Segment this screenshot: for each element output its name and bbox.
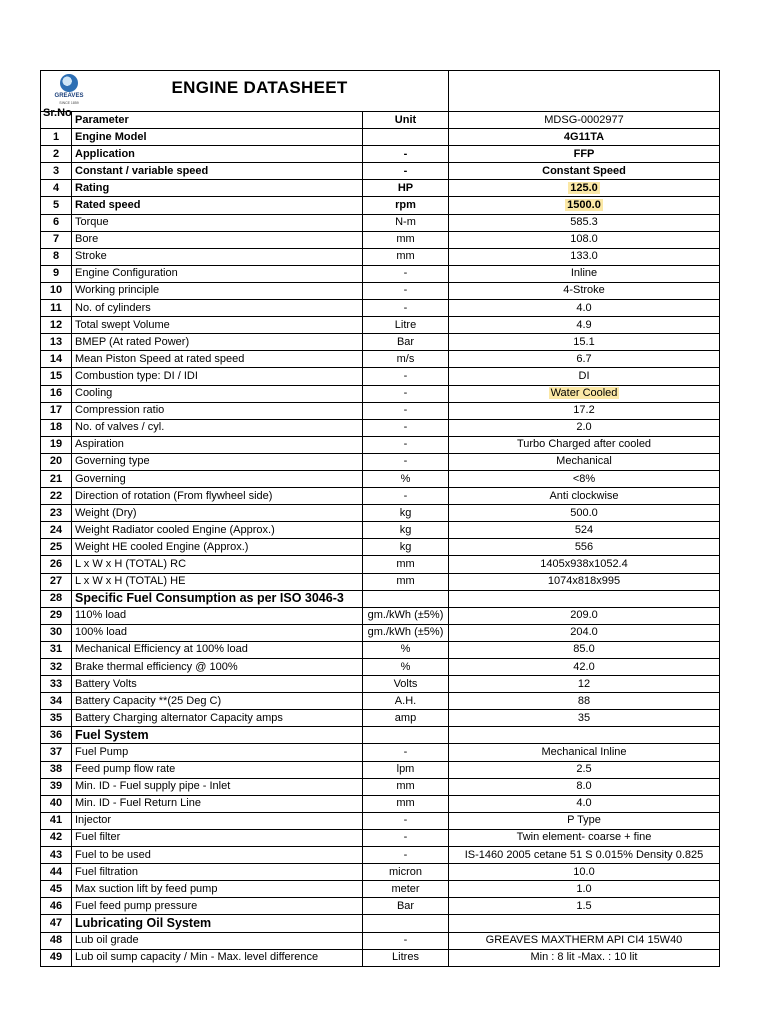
row-number: 27 (41, 573, 72, 590)
parameter-cell: Rating (72, 180, 363, 197)
unit-cell: - (363, 453, 449, 470)
parameter-cell: Total swept Volume (72, 317, 363, 334)
table-row (41, 710, 720, 727)
value-cell: 556 (449, 539, 720, 556)
unit-cell: m/s (363, 351, 449, 368)
table-row (41, 522, 720, 539)
row-number: 49 (41, 949, 72, 966)
parameter-cell: Min. ID - Fuel supply pipe - Inlet (72, 778, 363, 795)
value-cell: 6.7 (449, 351, 720, 368)
row-number: 41 (41, 812, 72, 829)
table-row (41, 949, 720, 966)
unit-cell (363, 727, 449, 744)
parameter-cell: Engine Configuration (72, 265, 363, 282)
value-cell: 4-Stroke (449, 282, 720, 299)
value-cell: 4.9 (449, 317, 720, 334)
value-cell: 108.0 (449, 231, 720, 248)
value-cell: Constant Speed (449, 163, 720, 180)
table-row (41, 470, 720, 487)
unit-cell: - (363, 282, 449, 299)
parameter-cell: Governing type (72, 453, 363, 470)
unit-cell: Litre (363, 317, 449, 334)
value-cell: 8.0 (449, 778, 720, 795)
datasheet-table (40, 70, 720, 967)
value-cell: 209.0 (449, 607, 720, 624)
title-blank-cell (449, 71, 720, 112)
value-cell: 4.0 (449, 795, 720, 812)
row-number: 33 (41, 676, 72, 693)
value-cell: 88 (449, 693, 720, 710)
value-cell: Twin element- coarse + fine (449, 829, 720, 846)
table-row (41, 419, 720, 436)
value-cell: 1074x818x995 (449, 573, 720, 590)
value-cell: 17.2 (449, 402, 720, 419)
table-row (41, 488, 720, 505)
value-cell: 2.0 (449, 419, 720, 436)
table-row (41, 248, 720, 265)
value-cell: FFP (449, 146, 720, 163)
value-cell (449, 385, 720, 402)
table-row (41, 334, 720, 351)
row-number: 38 (41, 761, 72, 778)
unit-cell: - (363, 368, 449, 385)
page-title: ENGINE DATASHEET (171, 78, 348, 97)
section-heading: Lubricating Oil System (72, 915, 363, 932)
highlighted-value: 1500.0 (567, 199, 601, 212)
value-cell: 204.0 (449, 624, 720, 641)
table-row (41, 351, 720, 368)
row-number: 43 (41, 847, 72, 864)
row-number: 30 (41, 624, 72, 641)
unit-cell: N-m (363, 214, 449, 231)
engine-datasheet (40, 70, 719, 967)
row-number: 34 (41, 693, 72, 710)
highlighted-value: Water Cooled (550, 387, 618, 400)
unit-cell: - (363, 932, 449, 949)
value-cell: 1405x938x1052.4 (449, 556, 720, 573)
table-row (41, 573, 720, 590)
row-number: 20 (41, 453, 72, 470)
value-cell: 10.0 (449, 864, 720, 881)
parameter-cell: Governing (72, 470, 363, 487)
table-row (41, 676, 720, 693)
unit-cell: - (363, 300, 449, 317)
unit-cell: gm./kWh (±5%) (363, 624, 449, 641)
parameter-cell: Weight Radiator cooled Engine (Approx.) (72, 522, 363, 539)
value-cell (449, 180, 720, 197)
value-cell: Inline (449, 265, 720, 282)
value-cell (449, 197, 720, 214)
value-cell: 1.0 (449, 881, 720, 898)
unit-cell: mm (363, 556, 449, 573)
table-row (41, 641, 720, 658)
value-cell: 12 (449, 676, 720, 693)
value-cell: 42.0 (449, 659, 720, 676)
unit-cell: Bar (363, 334, 449, 351)
unit-cell: - (363, 436, 449, 453)
parameter-cell: Fuel Pump (72, 744, 363, 761)
table-row (41, 214, 720, 231)
highlighted-value: 125.0 (570, 181, 598, 194)
parameter-cell: Battery Charging alternator Capacity amps (72, 710, 363, 727)
value-cell: IS-1460 2005 cetane 51 S 0.015% Density 0.825 (449, 847, 720, 864)
unit-cell: - (363, 744, 449, 761)
unit-cell: - (363, 488, 449, 505)
row-number: 29 (41, 607, 72, 624)
row-number: 39 (41, 778, 72, 795)
parameter-cell: Fuel feed pump pressure (72, 898, 363, 915)
parameter-cell: Rated speed (72, 197, 363, 214)
parameter-cell: Stroke (72, 248, 363, 265)
value-cell: 524 (449, 522, 720, 539)
value-cell: Anti clockwise (449, 488, 720, 505)
value-cell: <8% (449, 470, 720, 487)
row-number: 42 (41, 829, 72, 846)
row-number: 31 (41, 641, 72, 658)
parameter-cell: Battery Volts (72, 676, 363, 693)
parameter-cell: Cooling (72, 385, 363, 402)
row-number: 2 (41, 146, 72, 163)
value-cell: 85.0 (449, 641, 720, 658)
unit-cell (363, 129, 449, 146)
parameter-cell: Max suction lift by feed pump (72, 881, 363, 898)
parameter-cell: Mean Piston Speed at rated speed (72, 351, 363, 368)
row-number: 14 (41, 351, 72, 368)
row-number: 24 (41, 522, 72, 539)
unit-header: Unit (363, 112, 449, 129)
value-cell (449, 590, 720, 607)
parameter-cell: Application (72, 146, 363, 163)
row-number: 35 (41, 710, 72, 727)
column-header-row (41, 112, 720, 129)
parameter-cell: BMEP (At rated Power) (72, 334, 363, 351)
row-number: 13 (41, 334, 72, 351)
row-number: 3 (41, 163, 72, 180)
table-row (41, 197, 720, 214)
parameter-cell: Engine Model (72, 129, 363, 146)
unit-cell: % (363, 470, 449, 487)
parameter-cell: Min. ID - Fuel Return Line (72, 795, 363, 812)
row-number: 10 (41, 282, 72, 299)
parameter-cell: Weight HE cooled Engine (Approx.) (72, 539, 363, 556)
parameter-cell: Direction of rotation (From flywheel side) (72, 488, 363, 505)
unit-cell: HP (363, 180, 449, 197)
table-row (41, 847, 720, 864)
unit-cell: rpm (363, 197, 449, 214)
parameter-cell: Constant / variable speed (72, 163, 363, 180)
parameter-cell: 100% load (72, 624, 363, 641)
table-row (41, 539, 720, 556)
parameter-header: Parameter (72, 112, 363, 129)
value-cell: P Type (449, 812, 720, 829)
value-cell: 4.0 (449, 300, 720, 317)
unit-cell: - (363, 265, 449, 282)
unit-cell: kg (363, 522, 449, 539)
parameter-cell: Bore (72, 231, 363, 248)
table-row (41, 607, 720, 624)
row-number: 16 (41, 385, 72, 402)
unit-cell: lpm (363, 761, 449, 778)
parameter-cell: L x W x H (TOTAL) RC (72, 556, 363, 573)
table-row (41, 881, 720, 898)
unit-cell: % (363, 641, 449, 658)
row-number: 7 (41, 231, 72, 248)
parameter-cell: Weight (Dry) (72, 505, 363, 522)
parameter-cell: Fuel filter (72, 829, 363, 846)
row-number: 22 (41, 488, 72, 505)
row-number: 26 (41, 556, 72, 573)
row-number: 1 (41, 129, 72, 146)
parameter-cell: Combustion type: DI / IDI (72, 368, 363, 385)
table-row (41, 590, 720, 607)
table-row (41, 556, 720, 573)
section-heading: Specific Fuel Consumption as per ISO 3046-3 (72, 590, 363, 607)
unit-cell: amp (363, 710, 449, 727)
table-row (41, 231, 720, 248)
value-cell: 35 (449, 710, 720, 727)
value-cell: 2.5 (449, 761, 720, 778)
parameter-cell: 110% load (72, 607, 363, 624)
table-row (41, 163, 720, 180)
parameter-cell: Aspiration (72, 436, 363, 453)
sn-header-label: Sr.No (43, 107, 72, 119)
table-row (41, 317, 720, 334)
value-cell: GREAVES MAXTHERM API CI4 15W40 (449, 932, 720, 949)
parameter-cell: Torque (72, 214, 363, 231)
value-cell (449, 915, 720, 932)
table-row (41, 659, 720, 676)
table-row (41, 864, 720, 881)
unit-cell: kg (363, 505, 449, 522)
parameter-cell: Brake thermal efficiency @ 100% (72, 659, 363, 676)
logo-text: GREAVES (54, 93, 84, 99)
unit-cell: meter (363, 881, 449, 898)
unit-cell: Volts (363, 676, 449, 693)
table-row (41, 624, 720, 641)
parameter-cell: Lub oil sump capacity / Min - Max. level difference (72, 949, 363, 966)
row-number: 15 (41, 368, 72, 385)
table-row (41, 180, 720, 197)
title-row (41, 71, 720, 112)
row-number: 17 (41, 402, 72, 419)
parameter-cell: No. of valves / cyl. (72, 419, 363, 436)
table-row (41, 761, 720, 778)
unit-cell: A.H. (363, 693, 449, 710)
parameter-cell: Mechanical Efficiency at 100% load (72, 641, 363, 658)
row-number: 25 (41, 539, 72, 556)
unit-cell: mm (363, 248, 449, 265)
row-number: 19 (41, 436, 72, 453)
row-number: 37 (41, 744, 72, 761)
unit-cell (363, 915, 449, 932)
unit-cell: - (363, 812, 449, 829)
unit-cell: Bar (363, 898, 449, 915)
table-row (41, 300, 720, 317)
table-row (41, 282, 720, 299)
table-row (41, 829, 720, 846)
parameter-cell: Lub oil grade (72, 932, 363, 949)
unit-cell: mm (363, 573, 449, 590)
unit-cell: mm (363, 795, 449, 812)
table-row (41, 795, 720, 812)
unit-cell: - (363, 385, 449, 402)
table-row (41, 436, 720, 453)
value-cell: DI (449, 368, 720, 385)
value-cell: Mechanical (449, 453, 720, 470)
value-cell: 133.0 (449, 248, 720, 265)
value-cell: 4G11TA (449, 129, 720, 146)
unit-cell: - (363, 146, 449, 163)
row-number: 6 (41, 214, 72, 231)
parameter-cell: Injector (72, 812, 363, 829)
value-cell: Mechanical Inline (449, 744, 720, 761)
unit-cell: kg (363, 539, 449, 556)
value-cell (449, 727, 720, 744)
row-number: 5 (41, 197, 72, 214)
table-row (41, 265, 720, 282)
row-number: 28 (41, 590, 72, 607)
row-number: 47 (41, 915, 72, 932)
row-number: 45 (41, 881, 72, 898)
parameter-cell: Fuel filtration (72, 864, 363, 881)
unit-cell (363, 590, 449, 607)
unit-cell: % (363, 659, 449, 676)
table-row (41, 915, 720, 932)
row-number: 36 (41, 727, 72, 744)
table-row (41, 368, 720, 385)
table-row (41, 453, 720, 470)
value-cell: 500.0 (449, 505, 720, 522)
row-number: 8 (41, 248, 72, 265)
row-number: 32 (41, 659, 72, 676)
table-row (41, 744, 720, 761)
parameter-cell: L x W x H (TOTAL) HE (72, 573, 363, 590)
row-number: 12 (41, 317, 72, 334)
parameter-cell: Working principle (72, 282, 363, 299)
table-row (41, 693, 720, 710)
table-row (41, 129, 720, 146)
unit-cell: mm (363, 231, 449, 248)
table-row (41, 898, 720, 915)
unit-cell: - (363, 419, 449, 436)
parameter-cell: Compression ratio (72, 402, 363, 419)
unit-cell: gm./kWh (±5%) (363, 607, 449, 624)
row-number: 18 (41, 419, 72, 436)
row-number: 4 (41, 180, 72, 197)
row-number: 40 (41, 795, 72, 812)
value-header: MDSG-0002977 (449, 112, 720, 129)
row-number: 9 (41, 265, 72, 282)
unit-cell: micron (363, 864, 449, 881)
unit-cell: - (363, 163, 449, 180)
row-number: 46 (41, 898, 72, 915)
parameter-cell: No. of cylinders (72, 300, 363, 317)
parameter-cell: Fuel to be used (72, 847, 363, 864)
parameter-cell: Battery Capacity **(25 Deg C) (72, 693, 363, 710)
unit-cell: mm (363, 778, 449, 795)
table-row (41, 146, 720, 163)
table-row (41, 932, 720, 949)
table-row (41, 812, 720, 829)
title-cell (72, 71, 449, 112)
unit-cell: - (363, 847, 449, 864)
unit-cell: - (363, 402, 449, 419)
value-cell: 1.5 (449, 898, 720, 915)
unit-cell: Litres (363, 949, 449, 966)
row-number: 44 (41, 864, 72, 881)
value-cell: 15.1 (449, 334, 720, 351)
table-row (41, 727, 720, 744)
row-number: 48 (41, 932, 72, 949)
value-cell: Min : 8 lit -Max. : 10 lit (449, 949, 720, 966)
parameter-cell: Feed pump flow rate (72, 761, 363, 778)
table-row (41, 505, 720, 522)
logo-cell (41, 71, 84, 112)
table-row (41, 402, 720, 419)
row-number: 23 (41, 505, 72, 522)
value-cell: 585.3 (449, 214, 720, 231)
row-number: 11 (41, 300, 72, 317)
row-number: 21 (41, 470, 72, 487)
sn-header (41, 107, 72, 129)
table-row (41, 778, 720, 795)
value-cell: Turbo Charged after cooled (449, 436, 720, 453)
table-row (41, 385, 720, 402)
logo-subtext: SINCE 1859 (59, 101, 79, 105)
section-heading: Fuel System (72, 727, 363, 744)
unit-cell: - (363, 829, 449, 846)
